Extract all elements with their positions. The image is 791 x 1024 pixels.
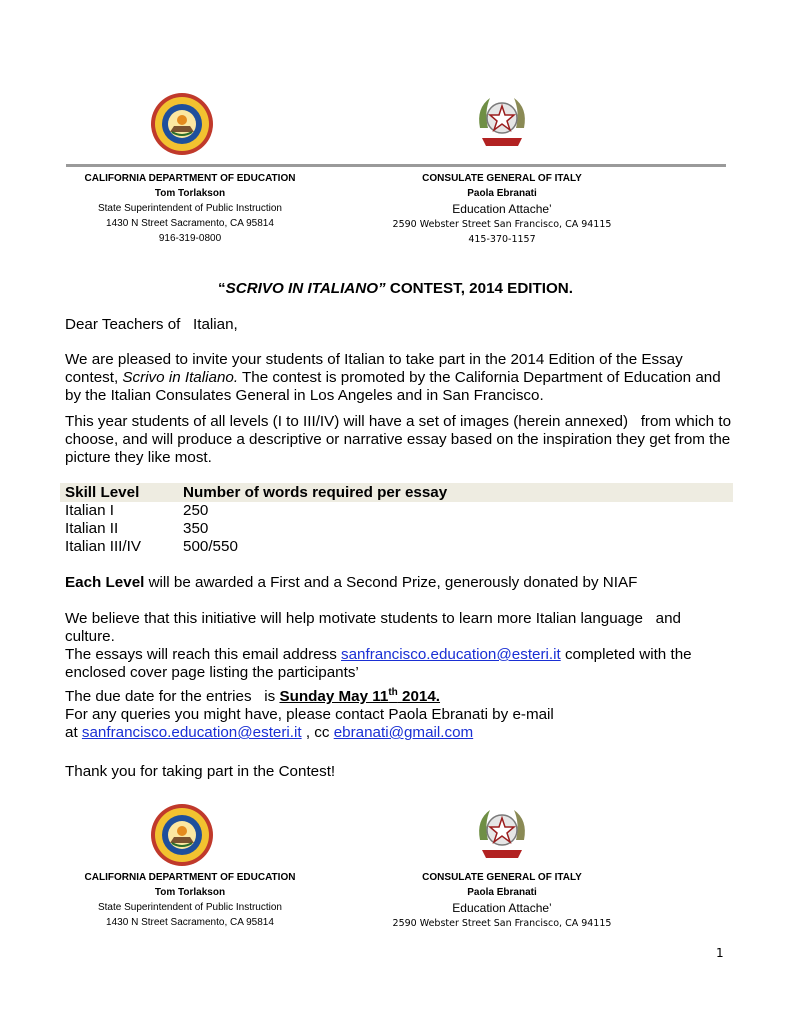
due-date-sup: th [388, 687, 398, 698]
intro-paragraph [65, 351, 735, 405]
page-title [0, 280, 791, 297]
table-row-words: 500/550 [183, 538, 238, 555]
header-left-name: Tom Torlakson [154, 188, 226, 199]
email-link-sanfrancisco[interactable]: sanfrancisco.education@esteri.it [341, 646, 561, 663]
footer-right-title: Education Attache’ [452, 901, 552, 915]
california-seal-logo [150, 92, 214, 156]
email-text-b: completed with the enclosed cover page listing the participants’ [65, 646, 692, 681]
footer-left-address: 1430 N Street Sacramento, CA 95814 [106, 917, 274, 928]
footer-right-org: CONSULATE GENERAL OF ITALY [422, 872, 582, 883]
header-left-org: CALIFORNIA DEPARTMENT OF EDUCATION [84, 173, 296, 184]
awards-line [65, 574, 735, 592]
table-row-words: 250 [183, 502, 209, 519]
footer-left-name: Tom Torlakson [154, 887, 226, 898]
title-open-quote: “ [218, 280, 226, 297]
thanks-line: Thank you for taking part in the Contest! [65, 763, 336, 780]
due-text: The due date for the entries is [65, 688, 280, 706]
header-divider [66, 164, 726, 167]
header-right-title: Education Attache’ [452, 202, 552, 216]
initiative-paragraph: We believe that this initiative will help motivate students to learn more Italian language and culture. [65, 610, 686, 645]
images-paragraph: This year students of all levels (I to III/IV) will have a set of images (herein annexed) from which to choose, and will produce a descriptive or narrative essay based on the inspiration they get from the picture they like most. [65, 413, 736, 466]
footer-left-org: CALIFORNIA DEPARTMENT OF EDUCATION [84, 872, 296, 883]
footer-right-block [372, 870, 632, 931]
email-link-ebranati[interactable]: ebranati@gmail.com [333, 724, 474, 741]
footer-left-block [50, 870, 330, 930]
intro-text-a: We are pleased to invite your students of Italian to take part in the 2014 Edition of the Essay contest, [65, 351, 683, 386]
header-right-org: CONSULATE GENERAL OF ITALY [422, 173, 582, 184]
table-row-level: Italian III/IV [65, 538, 141, 555]
email-text-a: The essays will reach this email address [65, 646, 342, 663]
header-right-name: Paola Ebranati [467, 188, 537, 199]
awards-rest: will be awarded a First and a Second Prize, generously donated by NIAF [144, 574, 638, 591]
header-right-block [372, 171, 632, 247]
table-header-words: Number of words required per essay [183, 484, 448, 501]
table-row-words-col [183, 502, 238, 556]
footer-right-address: 2590 Webster Street San Francisco, CA 94115 [392, 918, 612, 929]
table-row-words: 350 [183, 520, 209, 537]
intro-text-b: The contest is promoted by the California Department of Education and by the Italian Consulates General in Los Angeles and in San Francisco. [65, 369, 721, 404]
page-number: 1 [716, 946, 724, 960]
due-date-line [65, 684, 735, 706]
contact-cc: , cc [301, 724, 334, 741]
due-date [279, 688, 440, 705]
table-header-skill: Skill Level [65, 484, 140, 501]
header-left-title: State Superintendent of Public Instruction [97, 203, 282, 214]
awards-bold: Each Level [65, 574, 145, 591]
title-rest: CONTEST, 2014 EDITION. [385, 280, 573, 297]
contact-at: at [65, 724, 82, 741]
salutation: Dear Teachers of Italian, [65, 316, 238, 333]
footer-right-name: Paola Ebranati [467, 887, 537, 898]
queries-line: For any queries you might have, please contact Paola Ebranati by e-mail [65, 706, 554, 723]
due-date-b: 2014. [397, 688, 441, 706]
due-date-a: Sunday May 11 [279, 688, 389, 706]
california-seal-logo-footer [150, 803, 214, 867]
email-link-sanfrancisco-2[interactable]: sanfrancisco.education@esteri.it [81, 724, 302, 741]
email-paragraph [65, 646, 735, 682]
contact-line [65, 724, 735, 742]
footer-left-title: State Superintendent of Public Instruction [97, 902, 282, 913]
header-right-phone: 415-370-1157 [468, 234, 536, 245]
header-left-block [50, 171, 330, 246]
table-row [65, 502, 141, 556]
header-left-address: 1430 N Street Sacramento, CA 95814 [106, 218, 274, 229]
table-row-level: Italian II [65, 520, 119, 537]
italy-seal-logo-footer [472, 802, 532, 866]
intro-contest-name: Scrivo in Italiano. [122, 369, 239, 386]
header-left-phone: 916-319-0800 [158, 233, 222, 244]
italy-seal-logo [472, 90, 532, 154]
title-italic: SCRIVO IN ITALIANO” [225, 280, 386, 297]
table-row-level: Italian I [65, 502, 114, 519]
header-right-address: 2590 Webster Street San Francisco, CA 94115 [392, 219, 612, 230]
